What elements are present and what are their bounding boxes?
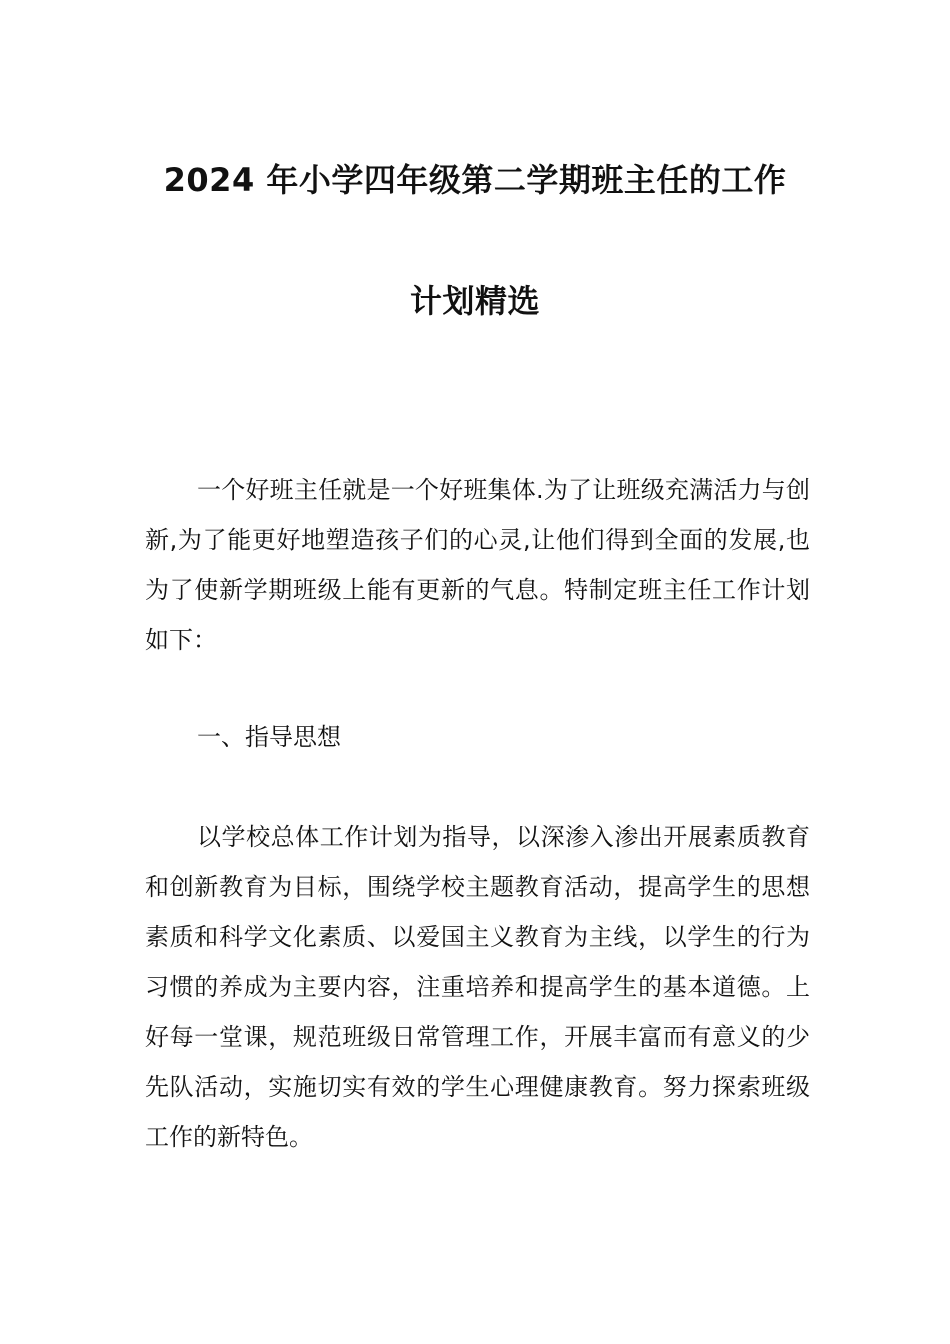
section-heading-guiding-ideology: 一、指导思想	[197, 723, 341, 751]
document-title-line-2: 计划精选	[409, 282, 540, 320]
guiding-ideology-paragraph: 以学校总体工作计划为指导，以深渗入渗出开展素质教育和创新教育为目标，围绕学校主题教育活动，提高学生的思想素质和科学文化素质、以爱国主义教育为主线，以学生的行为习惯的养成为主要内容，注重培养和提高学生的基本道德。上好每一堂课，规范班级日常管理工作，开展丰富而有意义的少先队活动，实施切实有效的学生心理健康教育。努力探索班级工作的新特色。	[145, 823, 810, 1151]
intro-paragraph: 一个好班主任就是一个好班集体.为了让班级充满活力与创新,为了能更好地塑造孩子们的心灵,让他们得到全面的发展,也为了使新学期班级上能有更新的气息。特制定班主任工作计划如下：	[145, 476, 810, 654]
document-title-line-1: 2024 年小学四年级第二学期班主任的工作	[163, 161, 787, 199]
